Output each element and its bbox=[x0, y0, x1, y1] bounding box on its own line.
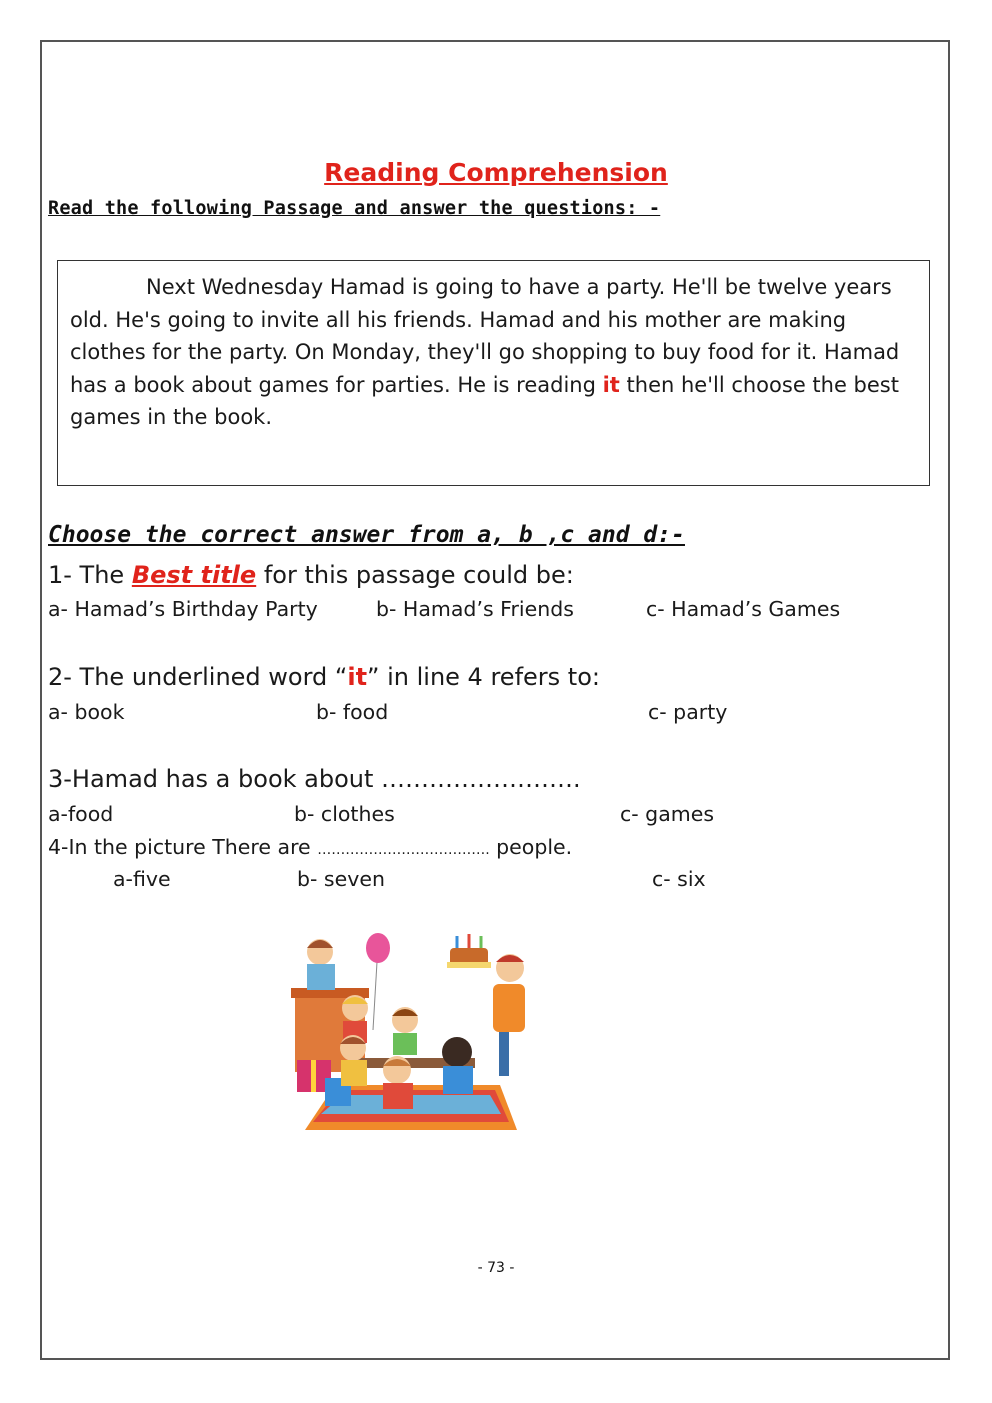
passage-text: Next Wednesday Hamad is going to have a party. He'll be twelve years old. He's going to invite all his friends. Hamad and his mother are making clothes for the party. On Monday, they'll go shopping to buy food for it. Hamad has a book about games for parties. He is reading bbox=[70, 275, 900, 397]
person bbox=[442, 1037, 472, 1067]
q2-option-a[interactable]: a- book bbox=[48, 700, 125, 724]
question-4: 4-In the picture There are ………………………………. people. bbox=[48, 835, 573, 859]
q4-option-b[interactable]: b- seven bbox=[297, 867, 385, 891]
q3-option-a[interactable]: a-food bbox=[48, 802, 114, 826]
choose-heading: Choose the correct answer from a, b ,c and d:- bbox=[48, 522, 685, 548]
page-title: Reading Comprehension bbox=[324, 158, 668, 187]
passage-box bbox=[57, 260, 930, 486]
q1-option-b[interactable]: b- Hamad’s Friends bbox=[376, 597, 574, 621]
question-3: 3-Hamad has a book about ……………………. bbox=[48, 765, 581, 793]
balloon-icon bbox=[366, 933, 390, 963]
party-illustration bbox=[285, 930, 525, 1145]
page-border bbox=[40, 40, 950, 1360]
passage-highlight: it bbox=[602, 372, 620, 397]
q3-option-c[interactable]: c- games bbox=[620, 802, 715, 826]
q1-option-a[interactable]: a- Hamad’s Birthday Party bbox=[48, 597, 318, 621]
q4-option-a[interactable]: a-five bbox=[113, 867, 171, 891]
q1-option-c[interactable]: c- Hamad’s Games bbox=[646, 597, 841, 621]
passage-text-end: then he'll choose the best games in the book. bbox=[70, 372, 899, 429]
it-highlight: it bbox=[347, 663, 368, 691]
q2-option-b[interactable]: b- food bbox=[316, 700, 389, 724]
question-1: 1- The Best title for this passage could be: bbox=[48, 561, 574, 589]
question-2: 2- The underlined word “it” in line 4 refers to: bbox=[48, 663, 600, 691]
q4-option-c: c- six bbox=[652, 867, 706, 891]
best-title-highlight: Best title bbox=[131, 561, 257, 589]
q2-option-c[interactable]: c- party bbox=[648, 700, 728, 724]
page-number: - 73 - bbox=[477, 1260, 515, 1276]
q3-option-b[interactable]: b- clothes bbox=[294, 802, 395, 826]
instruction: Read the following Passage and answer the questions: - bbox=[48, 198, 661, 219]
